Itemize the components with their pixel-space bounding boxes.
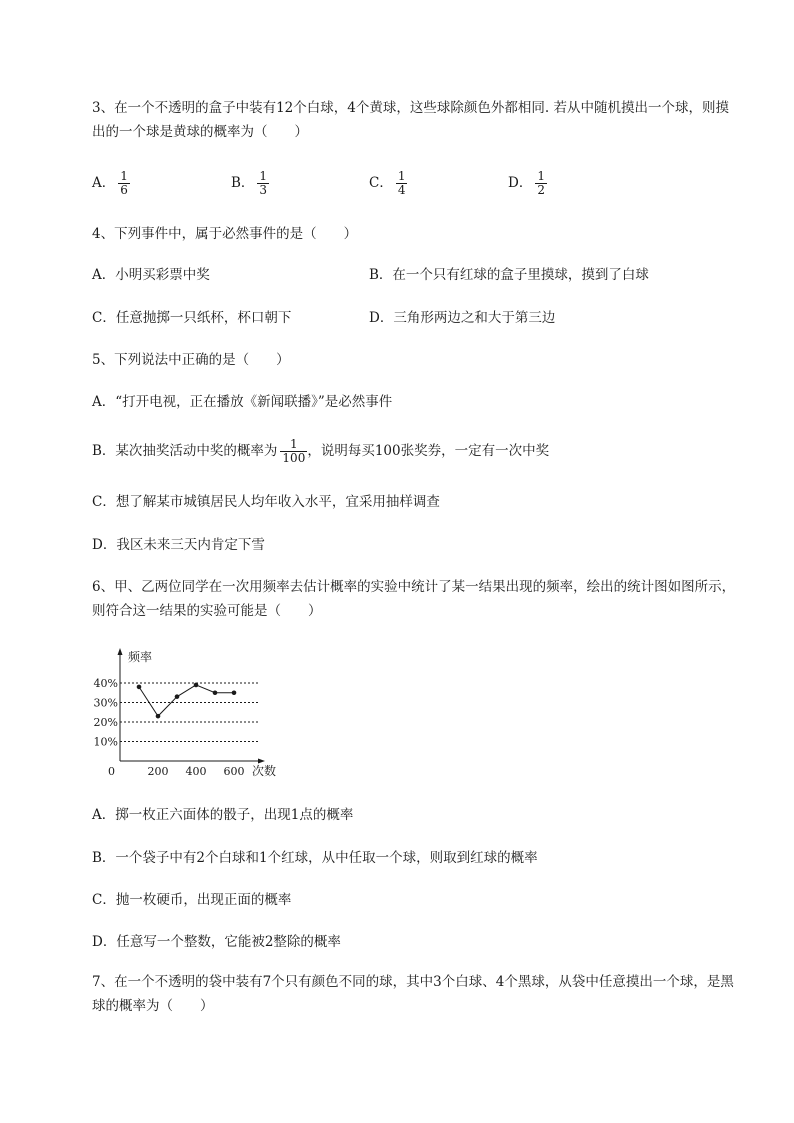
y-tick-label: 10% <box>93 735 118 749</box>
x-tick-label: 400 <box>185 765 207 778</box>
question-5-stem: 5、下列说法中正确的是（ ） <box>92 352 290 368</box>
q3-option-c-label: C． <box>369 175 393 191</box>
question-7-stem: 7、在一个不透明的袋中装有7个只有颜色不同的球，其中3个白球、4个黑球，从袋中任意摸出一个球，是黑球的概率为（ ） <box>92 974 734 1014</box>
q5-option-b[interactable] <box>92 434 549 468</box>
y-tick-label: 20% <box>93 716 118 729</box>
q3-option-a[interactable] <box>92 170 130 197</box>
q4-option-c[interactable]: C．任意抛掷一只纸杯，杯口朝下 <box>92 310 292 326</box>
q3-option-b-label: B． <box>231 175 255 191</box>
q6-option-b[interactable]: B．一个袋子中有2个白球和1个红球，从中任取一个球，则取到红球的概率 <box>92 850 538 866</box>
q3-option-d-fraction: $\frac{1}{2}$ <box>537 169 545 197</box>
q6-option-d[interactable]: D．任意写一个整数，它能被2整除的概率 <box>92 934 341 950</box>
q6-option-c[interactable]: C．抛一枚硬币，出现正面的概率 <box>92 892 292 908</box>
x-axis-label: 次数 <box>252 764 277 778</box>
q5-option-a[interactable]: A．“打开电视，正在播放《新闻联播》”是必然事件 <box>92 394 393 410</box>
q5-option-c[interactable]: C．想了解某市城镇居民人均年收入水平，宜采用抽样调查 <box>92 494 440 510</box>
q5-option-b-fraction: $\frac{1}{100}$ <box>282 437 306 465</box>
x-axis-arrow <box>258 759 265 764</box>
data-point <box>232 690 237 695</box>
y-tick-label: 40% <box>93 677 118 690</box>
data-point <box>156 714 161 719</box>
q4-option-b[interactable]: B．在一个只有红球的盒子里摸球，摸到了白球 <box>369 267 649 283</box>
q5-option-b-text-end: ，说明每买100张奖券，一定有一次中奖 <box>307 443 550 459</box>
question-6-stem: 6、甲、乙两位同学在一次用频率去估计概率的实验中统计了某一结果出现的频率，绘出的统计图如图所示，则符合这一结果的实验可能是（ ） <box>92 579 736 619</box>
data-point <box>194 683 199 688</box>
question-4-stem: 4、下列事件中，属于必然事件的是（ ） <box>92 226 358 242</box>
q3-option-a-label: A． <box>92 175 116 191</box>
data-point <box>213 690 218 695</box>
x-tick-label: 0 <box>108 765 115 778</box>
q3-option-c-fraction: $\frac{1}{4}$ <box>397 169 406 197</box>
q3-option-b-fraction: $\frac{1}{3}$ <box>259 169 268 197</box>
q6-option-a[interactable]: A．掷一枚正六面体的骰子，出现1点的概率 <box>92 807 354 823</box>
x-tick-label: 600 <box>223 765 245 778</box>
frequency-series-line <box>139 685 234 716</box>
frequency-chart <box>88 645 288 780</box>
question-3-stem: 3、在一个不透明的盒子中装有12个白球，4个黄球，这些球除颜色外都相同. 若从中随机摸出一个球，则摸出的一个球是黄球的概率为（ ） <box>92 100 729 140</box>
q4-option-d[interactable]: D．三角形两边之和大于第三边 <box>369 310 556 326</box>
x-tick-label: 200 <box>147 765 169 778</box>
q3-option-d-label: D． <box>508 175 533 191</box>
y-axis-label: 频率 <box>128 650 153 664</box>
data-point <box>137 685 142 690</box>
q4-option-a[interactable]: A．小明买彩票中奖 <box>92 267 210 283</box>
q5-option-d[interactable]: D．我区未来三天内肯定下雪 <box>92 537 265 553</box>
chart-axes <box>118 648 266 764</box>
q3-option-b[interactable] <box>231 170 269 197</box>
data-point <box>175 694 180 699</box>
y-tick-label: 30% <box>93 696 118 710</box>
q3-option-c[interactable] <box>369 170 407 197</box>
q3-option-a-fraction: $\frac{1}{6}$ <box>120 169 128 197</box>
q3-option-d[interactable] <box>508 170 547 197</box>
q5-option-b-text: B．某次抽奖活动中奖的概率为 <box>92 443 278 459</box>
y-axis-arrow <box>118 648 123 655</box>
